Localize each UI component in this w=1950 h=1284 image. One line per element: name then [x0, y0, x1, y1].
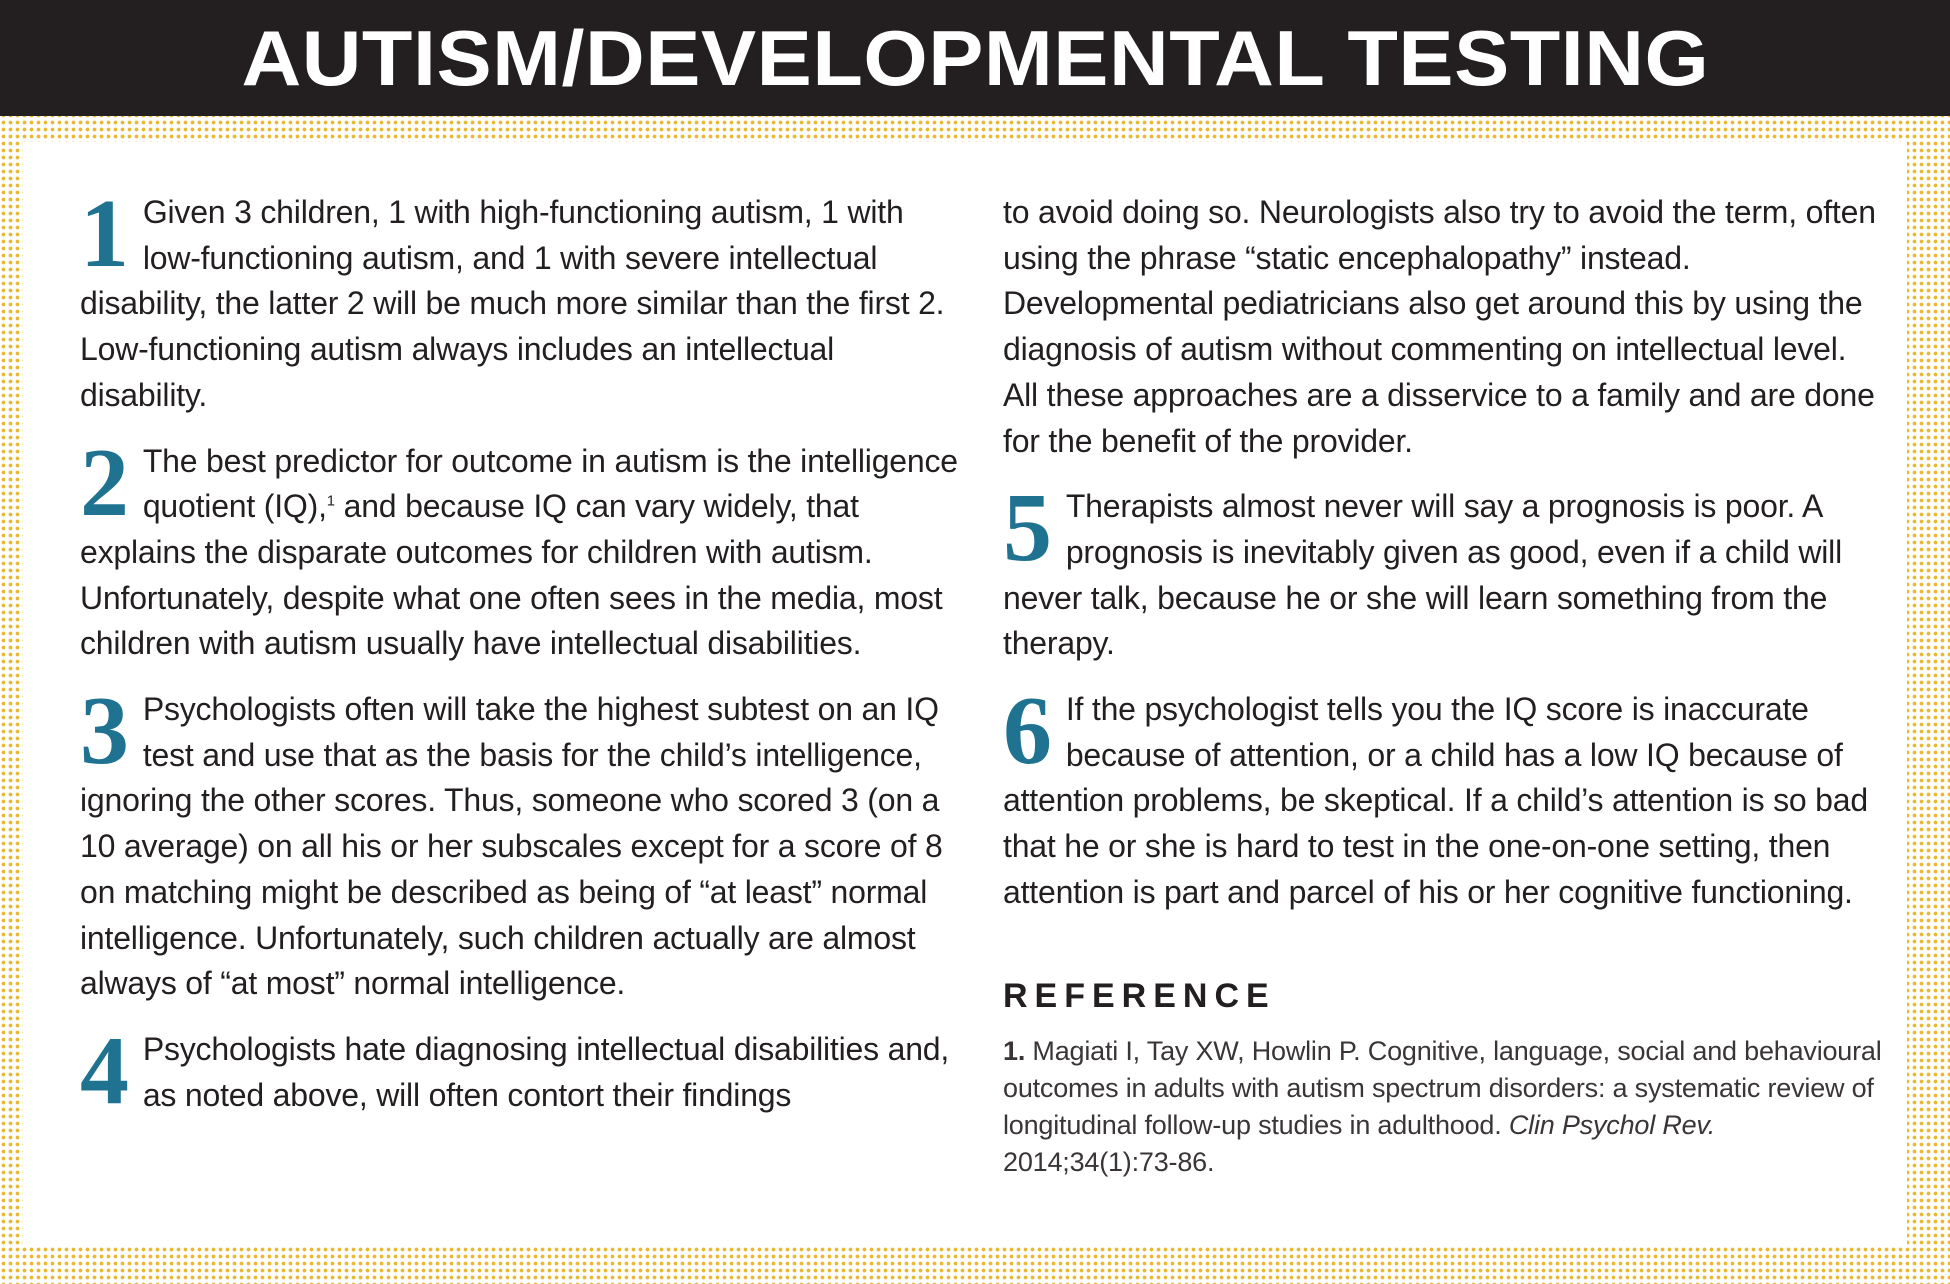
- tip-number: 2: [80, 428, 129, 537]
- tip-number: 5: [1003, 474, 1052, 583]
- tip-3: [80, 677, 960, 1007]
- tip-2: [80, 428, 960, 668]
- content-panel: [23, 142, 1907, 1245]
- tip-5: [1003, 474, 1883, 667]
- tip-4: [80, 1016, 960, 1125]
- right-column: [1003, 190, 1883, 1181]
- tip-1: [80, 180, 960, 419]
- reference-journal: Clin Psychol Rev.: [1508, 1110, 1716, 1141]
- tip-number: 3: [80, 677, 129, 786]
- tip-text: The best predictor for outcome in autism is the intelligence quotient (IQ),: [142, 442, 958, 525]
- tip-text: Psychologists hate diagnosing intellectual disabilities and, as noted above, will often contort their findings: [142, 1030, 950, 1113]
- tip-4-continued: [1003, 190, 1883, 464]
- tip-text: Psychologists often will take the highest subtest on an IQ test and use that as the basis for the child’s intelligence, ignoring the other scores. Thus, someone who scored 3 (on a 10 average) on all his or her subscales except for a score of 8 on matching might be described as being of “at least” normal intelligence. Unfortunately, such children actually are almost always of “at most” normal intelligence.: [80, 691, 943, 1002]
- tip-text-continued: and because IQ can vary widely, that explains the disparate outcomes for children with autism. Unfortunately, despite what one often sees in the media, most children with autism usually have intellectual disabilities.: [80, 488, 943, 662]
- reference-entry: [1003, 1033, 1883, 1181]
- tip-text: Given 3 children, 1 with high-functioning autism, 1 with low-functioning autism, and 1 with severe intellectual disability, the latter 2 will be much more similar than the first 2. Low-functioning autism always includes an intellectual disability.: [80, 194, 945, 413]
- tip-number: 6: [1003, 677, 1052, 786]
- tip-text: Therapists almost never will say a prognosis is poor. A prognosis is inevitably given as good, even if a child will never talk, because he or she will learn something from the therapy.: [1003, 488, 1842, 662]
- left-column: [80, 180, 960, 1138]
- page-title: AUTISM/DEVELOPMENTAL TESTING: [241, 13, 1709, 102]
- reference-authors-title: Magiati I, Tay XW, Howlin P. Cognitive, language, social and behavioural outcomes in adults with autism spectrum disorders: a systematic review of longitudinal follow-up studies in adulthood.: [1003, 1036, 1882, 1141]
- reference-number: 1.: [1003, 1036, 1026, 1067]
- tip-text: If the psychologist tells you the IQ score is inaccurate because of attention, or a child has a low IQ because of attention problems, be skeptical. If a child’s attention is so bad that he or she is hard to test in the one-on-one setting, then attention is part and parcel of his or her cognitive functioning.: [1003, 691, 1868, 910]
- reference-heading: REFERENCE: [1003, 976, 1276, 1015]
- reference-marker: 1: [326, 492, 335, 510]
- tip-number: 1: [80, 180, 129, 288]
- tip-6: [1003, 677, 1883, 916]
- tip-number: 4: [80, 1016, 129, 1125]
- reference-citation: 2014;34(1):73-86.: [1003, 1147, 1215, 1178]
- title-banner: [0, 0, 1950, 116]
- tip-text: to avoid doing so. Neurologists also try to avoid the term, often using the phrase “static encephalopathy” instead. Developmental pediatricians also get around this by using the diagnosis of autism without commenting on intellectual level. All these approaches are a disservice to a family and are done for the benefit of the provider.: [1003, 194, 1876, 459]
